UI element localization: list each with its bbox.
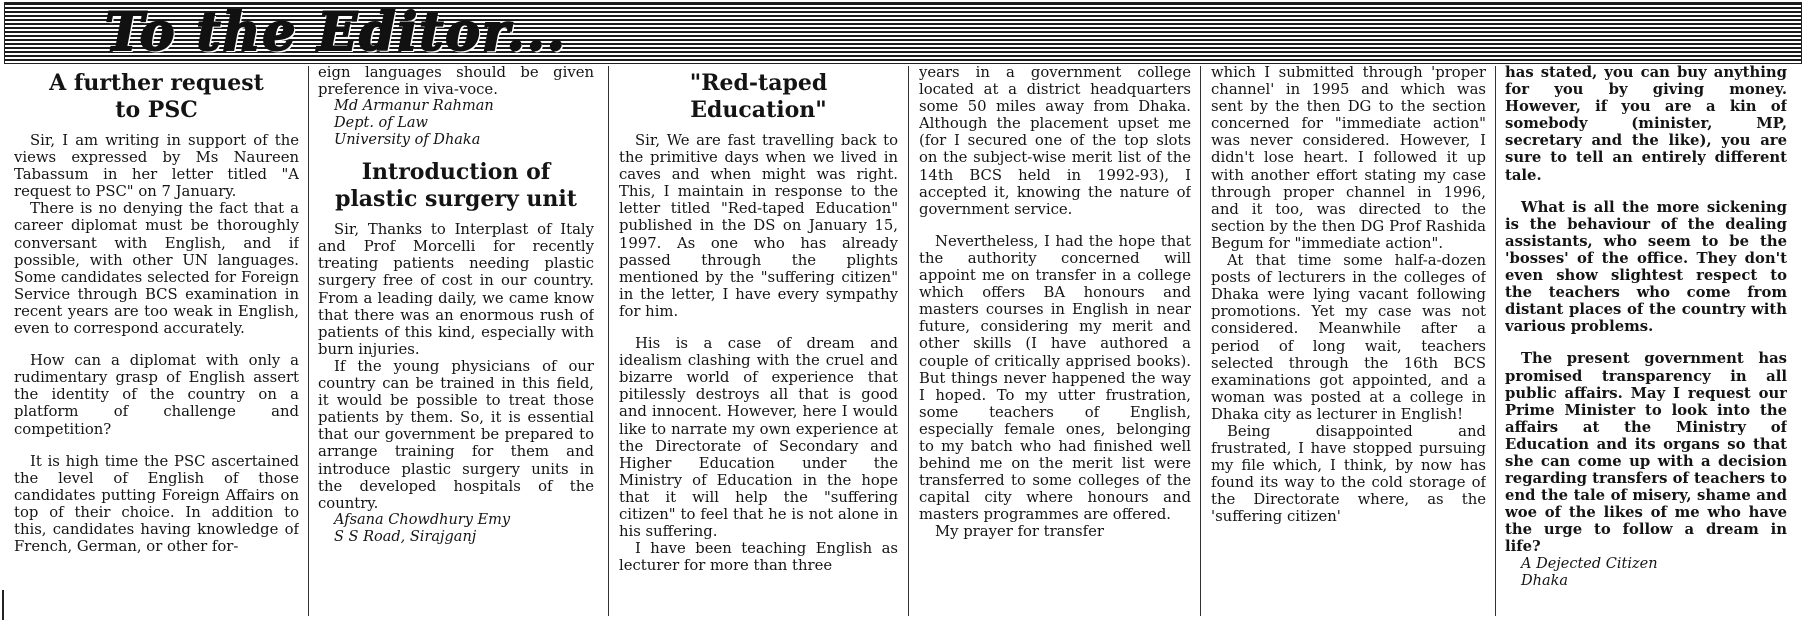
letter-paragraph: which I submitted through 'proper channel' in 1995 and which was sent by the then DG to the section concerned for "immediate action" was never considered. However, I didn't lose heart. I followed it up with another effort stating my case through proper channel in 1996, and it too, was directed to the section by the then DG Prof Rashida Begum for "immediate action". (1211, 64, 1486, 252)
letter-paragraph: Nevertheless, I had the hope that the authority concerned will appoint me on transfer in a college which offers BA honours and masters courses in English in near future, considering my merit and other skills (I have authored a couple of critically apprised books). But things never happened the way I hoped. To my utter frustration, some teachers of English, especially female ones, belonging to my batch who had finished well behind me on the merit list were transferred to some colleges of the capital city where honours and masters programmes are offered. (919, 232, 1191, 524)
letter-headline-plastic-surgery (318, 159, 594, 213)
letter-paragraph: It is high time the PSC ascertained the level of English of those candidates putting Foreign Affairs on top of their choice. In addition to this, candidates having knowledge of French, German, or other for- (14, 452, 299, 556)
letter-paragraph: Sir, We are fast travelling back to the primitive days when we lived in caves and when might was right. This, I maintain in response to the letter titled "Red-taped Education" published in the DS on January 15, 1997. As one who has already passed through the plights mentioned by the "suffering citizen" in the letter, I have every sympathy for him. (619, 132, 898, 320)
page-edge-mark (2, 590, 4, 620)
letter-paragraph: At that time some half-a-dozen posts of lecturers in the colleges of Dhaka were lying vacant following promotions. Yet my case was not considered. Meanwhile after a period of long wait, teachers selected through the 16th BCS examinations got appointed, and a woman was posted at a college in Dhaka city as lecturer in English! (1211, 252, 1486, 423)
column-divider (908, 66, 909, 616)
headline-line: "Red-taped (689, 70, 828, 96)
letter-headline-psc (14, 70, 299, 124)
column-divider (1200, 66, 1201, 616)
signature-line: Dept. of Law (334, 115, 428, 132)
letter-paragraph: I have been teaching English as lecturer for more than three (619, 540, 898, 575)
signature-name: Afsana Chowdhury Emy (334, 511, 511, 528)
section-banner (4, 2, 1802, 64)
letter-paragraph: Sir, I am writing in support of the views expressed by Ms Naureen Tabassum in her letter titled "A request to PSC" on 7 January. (14, 132, 299, 201)
headline-line: A further request (49, 70, 264, 96)
headline-line: to PSC (115, 97, 198, 123)
signature-name: Md Armanur Rahman (334, 98, 494, 115)
letter-column-4 (919, 64, 1191, 620)
signature-line: University of Dhaka (334, 132, 481, 149)
column-divider (308, 66, 309, 616)
letter-column-5 (1211, 64, 1486, 620)
letter-paragraph: eign languages should be given preference in viva-voce. (318, 64, 594, 99)
signature-name: A Dejected Citizen (1521, 555, 1658, 572)
letter-headline-red-taped (619, 70, 898, 124)
letter-paragraph: What is all the more sickening is the behaviour of the dealing assistants, who seem to be the 'bosses' of the office. They don't even show slightest respect to the teachers who come from distant places of the country with various problems. (1505, 198, 1787, 336)
letter-column-1 (14, 64, 299, 620)
column-divider (1495, 66, 1496, 616)
letter-paragraph: The present government has promised transparency in all public affairs. May I request our Prime Minister to look into the affairs at the Ministry of Education and its organs so that she can come up with a decision regarding transfers of teachers to end the tale of misery, shame and woe of the likes of me who have the urge to follow a dream in life? (1505, 350, 1787, 556)
letter-paragraph: If the young physicians of our country can be trained in this field, it would be possible to treat those patients by them. So, it is essential that our government be prepared to arrange training for them and introduce plastic surgery units in the developed hospitals of the country. (318, 357, 594, 512)
letter-paragraph: years in a government college located at a district headquarters some 50 miles away from Dhaka. Although the placement upset me (for I secured one of the top slots on the subject-wise merit list of the 14th BCS held in 1992-93), I accepted it, knowing the nature of government service. (919, 64, 1191, 218)
section-title: To the Editor... (105, 2, 567, 63)
letter-paragraph: There is no denying the fact that a career diplomat must be thoroughly conversant with English, and if possible, with other UN languages. Some candidates selected for Foreign Service through BCS examination in recent years are too weak in English, even to correspond accurately. (14, 200, 299, 338)
letter-paragraph: has stated, you can buy anything for you by giving money. However, if you are a kin of somebody (minister, MP, secretary and the like), you are sure to tell an entirely different tale. (1505, 64, 1787, 184)
letter-column-6 (1505, 64, 1787, 620)
letter-column-3 (619, 64, 898, 620)
letter-paragraph: How can a diplomat with only a rudimentary grasp of English assert the identity of the country on a platform of challenge and competition? (14, 352, 299, 438)
signature-line: S S Road, Sirajganj (334, 528, 477, 545)
signature-line: Dhaka (1521, 572, 1569, 589)
letter-paragraph: My prayer for transfer (935, 523, 1104, 541)
headline-line: plastic surgery unit (335, 186, 577, 213)
letter-paragraph: Sir, Thanks to Interplast of Italy and Prof Morcelli for recently treating patients needing plastic surgery free of cost in our country. From a leading daily, we came know that there was an enormous rush of patients of this kind, especially with burn injuries. (318, 221, 594, 358)
letter-paragraph: His is a case of dream and idealism clashing with the cruel and bizarre world of experience that pitilessly destroys all that is good and innocent. However, here I would like to narrate my own experience at the Directorate of Secondary and Higher Education under the Ministry of Education in the hope that it will help the "suffering citizen" to feel that he is not alone in his suffering. (619, 335, 898, 541)
letter-column-2 (318, 64, 594, 620)
letter-paragraph: Being disappointed and frustrated, I have stopped pursuing my file which, I think, by now has found its way to the cold storage of the Directorate where, as the 'suffering citizen' (1211, 422, 1486, 526)
column-divider (608, 66, 609, 616)
headline-line: Introduction of (361, 159, 551, 186)
headline-line: Education" (690, 97, 827, 123)
